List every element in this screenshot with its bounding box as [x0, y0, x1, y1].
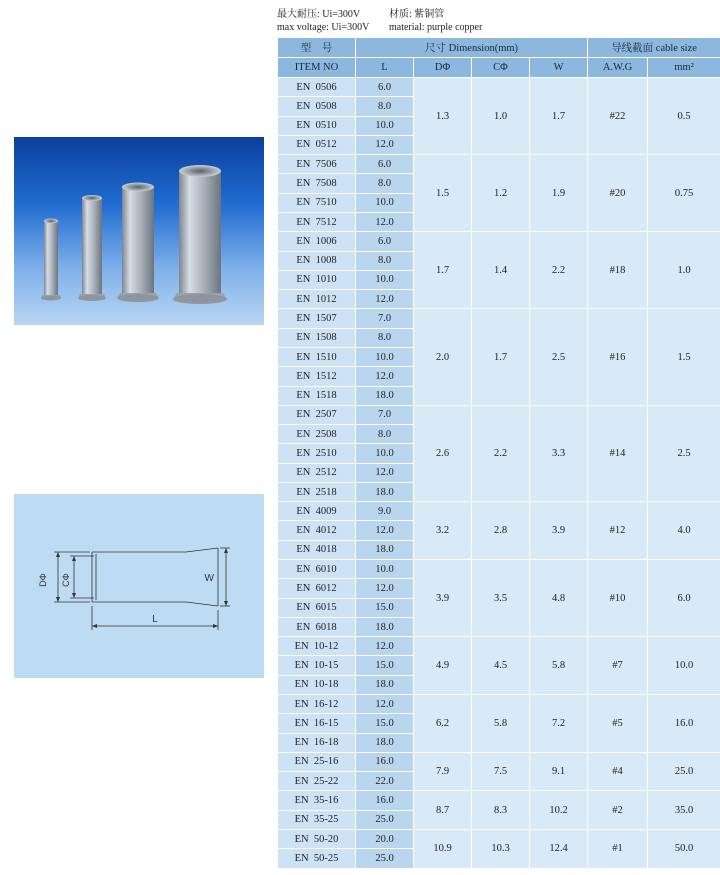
length-cell: 10.0 [356, 347, 414, 366]
length-cell: 6.0 [356, 232, 414, 251]
item-no-cell: EN 2512 [278, 463, 356, 482]
table-row [278, 560, 720, 579]
item-no-cell: EN 2518 [278, 482, 356, 501]
d-cell: 2.0 [414, 309, 472, 405]
table-row [278, 752, 720, 771]
mm2-cell: 2.5 [648, 405, 720, 501]
awg-cell: #18 [588, 232, 648, 309]
mm2-cell: 4.0 [648, 502, 720, 560]
length-cell: 12.0 [356, 579, 414, 598]
material-cn: 材质: 紫铜管 [389, 9, 445, 20]
mm2-cell: 0.75 [648, 155, 720, 232]
item-no-cell: EN 6018 [278, 617, 356, 636]
length-cell: 15.0 [356, 656, 414, 675]
item-no-cell: EN 35-16 [278, 791, 356, 810]
mm2-cell: 0.5 [648, 78, 720, 155]
c-cell: 2.2 [472, 405, 530, 501]
d-cell: 7.9 [414, 752, 472, 791]
length-cell: 8.0 [356, 174, 414, 193]
col-w: W [530, 58, 588, 78]
d-cell: 1.3 [414, 78, 472, 155]
length-cell: 8.0 [356, 328, 414, 347]
awg-cell: #4 [588, 752, 648, 791]
length-cell: 18.0 [356, 386, 414, 405]
item-no-cell: EN 4018 [278, 540, 356, 559]
length-cell: 25.0 [356, 810, 414, 829]
length-cell: 15.0 [356, 714, 414, 733]
item-no-cell: EN 10-18 [278, 675, 356, 694]
awg-cell: #5 [588, 695, 648, 753]
max-voltage-cn: 最大耐压: Ui=300V [277, 9, 361, 20]
mm2-cell: 16.0 [648, 695, 720, 753]
mm2-cell: 10.0 [648, 637, 720, 695]
d-cell: 1.5 [414, 155, 472, 232]
spec-line-en [277, 22, 482, 34]
awg-cell: #10 [588, 560, 648, 637]
item-no-cell: EN 7512 [278, 212, 356, 231]
d-cell: 1.7 [414, 232, 472, 309]
header-item-en: ITEM NO [278, 58, 356, 78]
c-cell: 8.3 [472, 791, 530, 830]
length-cell: 12.0 [356, 463, 414, 482]
item-no-cell: EN 10-15 [278, 656, 356, 675]
table-row [278, 78, 720, 97]
length-cell: 12.0 [356, 212, 414, 231]
table-row [278, 155, 720, 174]
item-no-cell: EN 1507 [278, 309, 356, 328]
c-cell: 1.0 [472, 78, 530, 155]
item-no-cell: EN 1010 [278, 270, 356, 289]
w-cell: 7.2 [530, 695, 588, 753]
c-cell: 10.3 [472, 829, 530, 868]
d-cell: 3.9 [414, 560, 472, 637]
mm2-cell: 6.0 [648, 560, 720, 637]
length-cell: 7.0 [356, 309, 414, 328]
length-cell: 8.0 [356, 251, 414, 270]
item-no-cell: EN 0506 [278, 78, 356, 97]
item-no-cell: EN 25-16 [278, 752, 356, 771]
table-body [278, 78, 720, 869]
item-no-cell: EN 6012 [278, 579, 356, 598]
label-l: L [152, 614, 158, 625]
header-cable-size: 导线截面 cable size [588, 38, 720, 58]
item-no-cell: EN 4009 [278, 502, 356, 521]
awg-cell: #22 [588, 78, 648, 155]
length-cell: 18.0 [356, 540, 414, 559]
c-cell: 4.5 [472, 637, 530, 695]
mm2-cell: 1.0 [648, 232, 720, 309]
length-cell: 7.0 [356, 405, 414, 424]
label-d: DΦ [38, 573, 48, 587]
item-no-cell: EN 6010 [278, 560, 356, 579]
length-cell: 12.0 [356, 695, 414, 714]
item-no-cell: EN 1508 [278, 328, 356, 347]
length-cell: 12.0 [356, 637, 414, 656]
table-row [278, 502, 720, 521]
item-no-cell: EN 25-22 [278, 772, 356, 791]
max-voltage-en: max voltage: Ui=300V [277, 22, 370, 33]
c-cell: 5.8 [472, 695, 530, 753]
col-d: DΦ [414, 58, 472, 78]
length-cell: 10.0 [356, 560, 414, 579]
item-no-cell: EN 35-25 [278, 810, 356, 829]
d-cell: 10.9 [414, 829, 472, 868]
item-no-cell: EN 0512 [278, 135, 356, 154]
length-cell: 12.0 [356, 521, 414, 540]
length-cell: 10.0 [356, 193, 414, 212]
length-cell: 18.0 [356, 617, 414, 636]
w-cell: 2.5 [530, 309, 588, 405]
header-dimension: 尺寸 Dimension(mm) [356, 38, 588, 58]
awg-cell: #7 [588, 637, 648, 695]
w-cell: 4.8 [530, 560, 588, 637]
item-no-cell: EN 2507 [278, 405, 356, 424]
item-no-cell: EN 1518 [278, 386, 356, 405]
header-item-cn: 型 号 [278, 38, 356, 58]
table-row [278, 695, 720, 714]
d-cell: 6.2 [414, 695, 472, 753]
mm2-cell: 35.0 [648, 791, 720, 830]
mm2-cell: 1.5 [648, 309, 720, 405]
c-cell: 1.2 [472, 155, 530, 232]
length-cell: 25.0 [356, 849, 414, 869]
awg-cell: #20 [588, 155, 648, 232]
length-cell: 10.0 [356, 116, 414, 135]
awg-cell: #14 [588, 405, 648, 501]
item-no-cell: EN 7510 [278, 193, 356, 212]
label-c: CΦ [61, 573, 71, 587]
length-cell: 10.0 [356, 270, 414, 289]
length-cell: 10.0 [356, 444, 414, 463]
ferrule-diagram [14, 494, 264, 678]
table-row [278, 405, 720, 424]
item-no-cell: EN 10-12 [278, 637, 356, 656]
item-no-cell: EN 16-18 [278, 733, 356, 752]
w-cell: 12.4 [530, 829, 588, 868]
table-row [278, 232, 720, 251]
length-cell: 18.0 [356, 482, 414, 501]
length-cell: 22.0 [356, 772, 414, 791]
length-cell: 12.0 [356, 135, 414, 154]
length-cell: 20.0 [356, 829, 414, 848]
w-cell: 3.3 [530, 405, 588, 501]
length-cell: 9.0 [356, 502, 414, 521]
w-cell: 2.2 [530, 232, 588, 309]
item-no-cell: EN 7508 [278, 174, 356, 193]
item-no-cell: EN 1012 [278, 290, 356, 309]
length-cell: 6.0 [356, 155, 414, 174]
length-cell: 16.0 [356, 752, 414, 771]
mm2-cell: 50.0 [648, 829, 720, 868]
col-awg: A.W.G [588, 58, 648, 78]
w-cell: 1.9 [530, 155, 588, 232]
length-cell: 16.0 [356, 791, 414, 810]
awg-cell: #12 [588, 502, 648, 560]
item-no-cell: EN 16-15 [278, 714, 356, 733]
w-cell: 5.8 [530, 637, 588, 695]
col-mm2: mm² [648, 58, 720, 78]
dimension-diagram [14, 494, 264, 678]
item-no-cell: EN 6015 [278, 598, 356, 617]
w-cell: 9.1 [530, 752, 588, 791]
item-no-cell: EN 1006 [278, 232, 356, 251]
awg-cell: #16 [588, 309, 648, 405]
label-w: W [204, 573, 214, 584]
spec-table [277, 37, 720, 869]
c-cell: 3.5 [472, 560, 530, 637]
ferrule-tubes-image [14, 137, 264, 325]
length-cell: 12.0 [356, 367, 414, 386]
material-en: material: purple copper [389, 22, 483, 33]
d-cell: 2.6 [414, 405, 472, 501]
awg-cell: #1 [588, 829, 648, 868]
col-c: CΦ [472, 58, 530, 78]
item-no-cell: EN 4012 [278, 521, 356, 540]
c-cell: 1.4 [472, 232, 530, 309]
w-cell: 3.9 [530, 502, 588, 560]
length-cell: 8.0 [356, 97, 414, 116]
item-no-cell: EN 0510 [278, 116, 356, 135]
item-no-cell: EN 1510 [278, 347, 356, 366]
c-cell: 2.8 [472, 502, 530, 560]
d-cell: 3.2 [414, 502, 472, 560]
item-no-cell: EN 1512 [278, 367, 356, 386]
col-l: L [356, 58, 414, 78]
length-cell: 8.0 [356, 425, 414, 444]
table-row [278, 309, 720, 328]
w-cell: 10.2 [530, 791, 588, 830]
item-no-cell: EN 50-20 [278, 829, 356, 848]
awg-cell: #2 [588, 791, 648, 830]
table-row [278, 829, 720, 848]
c-cell: 1.7 [472, 309, 530, 405]
item-no-cell: EN 1008 [278, 251, 356, 270]
length-cell: 18.0 [356, 733, 414, 752]
length-cell: 6.0 [356, 78, 414, 97]
item-no-cell: EN 2508 [278, 425, 356, 444]
d-cell: 8.7 [414, 791, 472, 830]
item-no-cell: EN 50-25 [278, 849, 356, 869]
item-no-cell: EN 7506 [278, 155, 356, 174]
w-cell: 1.7 [530, 78, 588, 155]
c-cell: 7.5 [472, 752, 530, 791]
mm2-cell: 25.0 [648, 752, 720, 791]
spec-line-cn [277, 9, 444, 21]
product-photo [14, 137, 264, 325]
table-row [278, 637, 720, 656]
table-row [278, 791, 720, 810]
length-cell: 18.0 [356, 675, 414, 694]
item-no-cell: EN 16-12 [278, 695, 356, 714]
length-cell: 15.0 [356, 598, 414, 617]
d-cell: 4.9 [414, 637, 472, 695]
item-no-cell: EN 0508 [278, 97, 356, 116]
length-cell: 12.0 [356, 290, 414, 309]
item-no-cell: EN 2510 [278, 444, 356, 463]
